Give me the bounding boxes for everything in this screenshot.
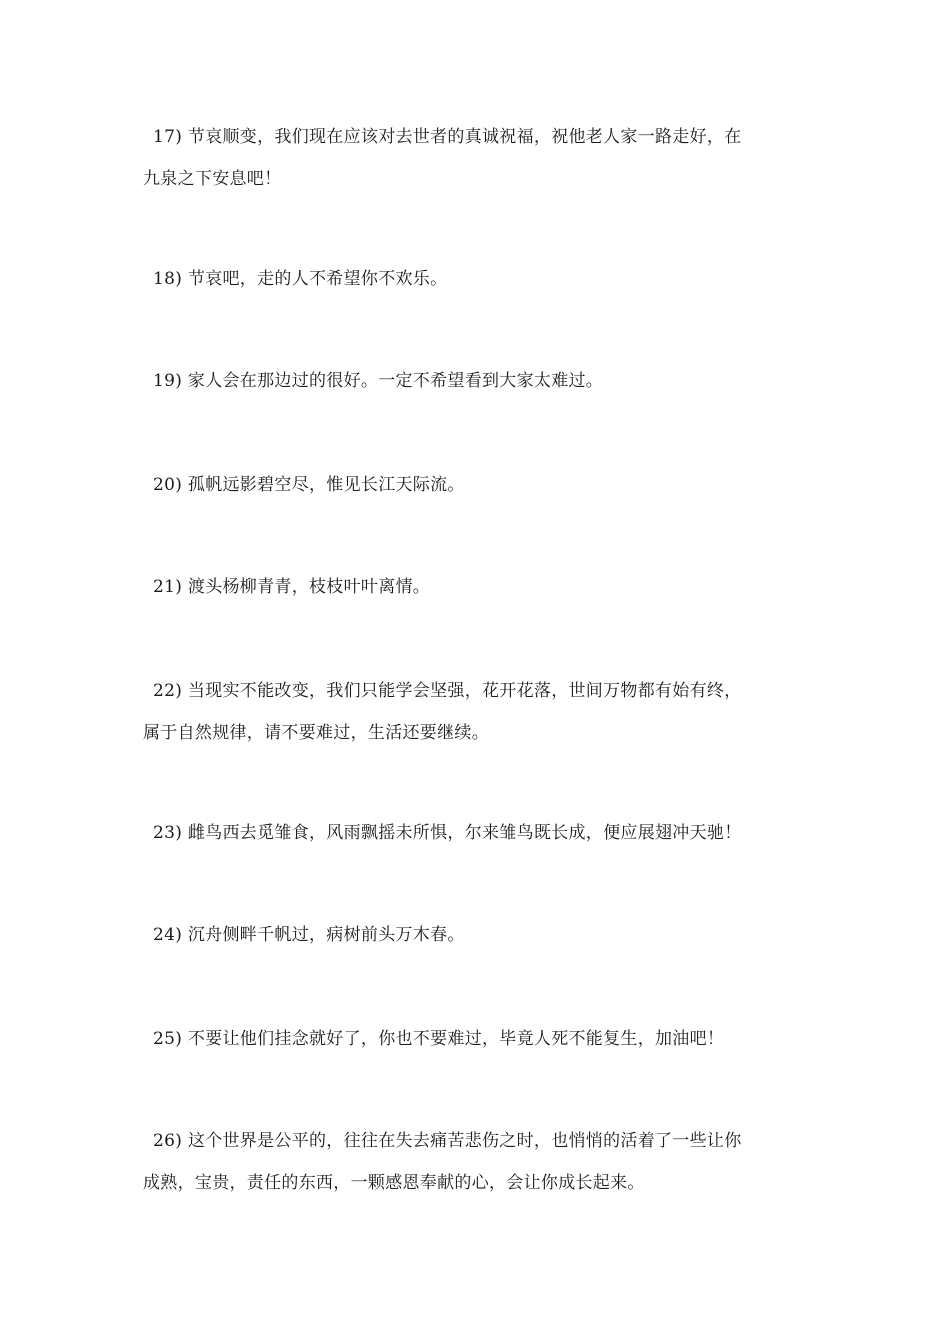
- paragraph-number: 18): [153, 269, 183, 289]
- paragraph-text-continued: 属于自然规律，请不要难过，生活还要继续。: [143, 723, 489, 743]
- paragraph-23: [143, 812, 811, 854]
- paragraph-number: 26): [153, 1131, 183, 1151]
- paragraph-text: 当现实不能改变，我们只能学会坚强，花开花落，世间万物都有始有终，: [187, 681, 742, 701]
- paragraph-text: 这个世界是公平的，往往在失去痛苦悲伤之时，也悄悄的活着了一些让你: [187, 1131, 742, 1151]
- paragraph-text-continued: 成熟，宝贵，责任的东西，一颗感恩奉献的心，会让你成长起来。: [143, 1173, 645, 1193]
- paragraph-21: [143, 566, 811, 608]
- paragraph-19: [143, 360, 811, 402]
- paragraph-number: 20): [153, 475, 183, 495]
- paragraph-text: 不要让他们挂念就好了，你也不要难过，毕竟人死不能复生，加油吧！: [187, 1029, 725, 1049]
- paragraph-26: [143, 1120, 811, 1204]
- paragraph-number: 24): [153, 925, 183, 945]
- paragraph-text: 渡头杨柳青青，枝枝叶叶离情。: [187, 577, 431, 597]
- paragraph-17: [143, 116, 811, 200]
- paragraph-24: [143, 914, 811, 956]
- paragraph-18: [143, 258, 811, 300]
- paragraph-text-continued: 九泉之下安息吧！: [143, 169, 282, 189]
- paragraph-text: 雌鸟西去觅雏食，风雨飘摇未所惧，尔来雏鸟既长成，便应展翅冲天驰！: [187, 823, 742, 843]
- paragraph-text: 节哀顺变，我们现在应该对去世者的真诚祝福，祝他老人家一路走好，在: [187, 127, 742, 147]
- paragraph-25: [143, 1018, 811, 1060]
- paragraph-text: 节哀吧，走的人不希望你不欢乐。: [187, 269, 448, 289]
- paragraph-text: 孤帆远影碧空尽，惟见长江天际流。: [187, 475, 465, 495]
- paragraph-number: 22): [153, 681, 183, 701]
- paragraph-number: 19): [153, 371, 183, 391]
- paragraph-22: [143, 670, 811, 754]
- paragraph-number: 23): [153, 823, 183, 843]
- paragraph-text: 沉舟侧畔千帆过，病树前头万木春。: [187, 925, 465, 945]
- paragraph-20: [143, 464, 811, 506]
- paragraph-text: 家人会在那边过的很好。一定不希望看到大家太难过。: [187, 371, 604, 391]
- paragraph-number: 21): [153, 577, 183, 597]
- paragraph-number: 25): [153, 1029, 183, 1049]
- paragraph-number: 17): [153, 127, 183, 147]
